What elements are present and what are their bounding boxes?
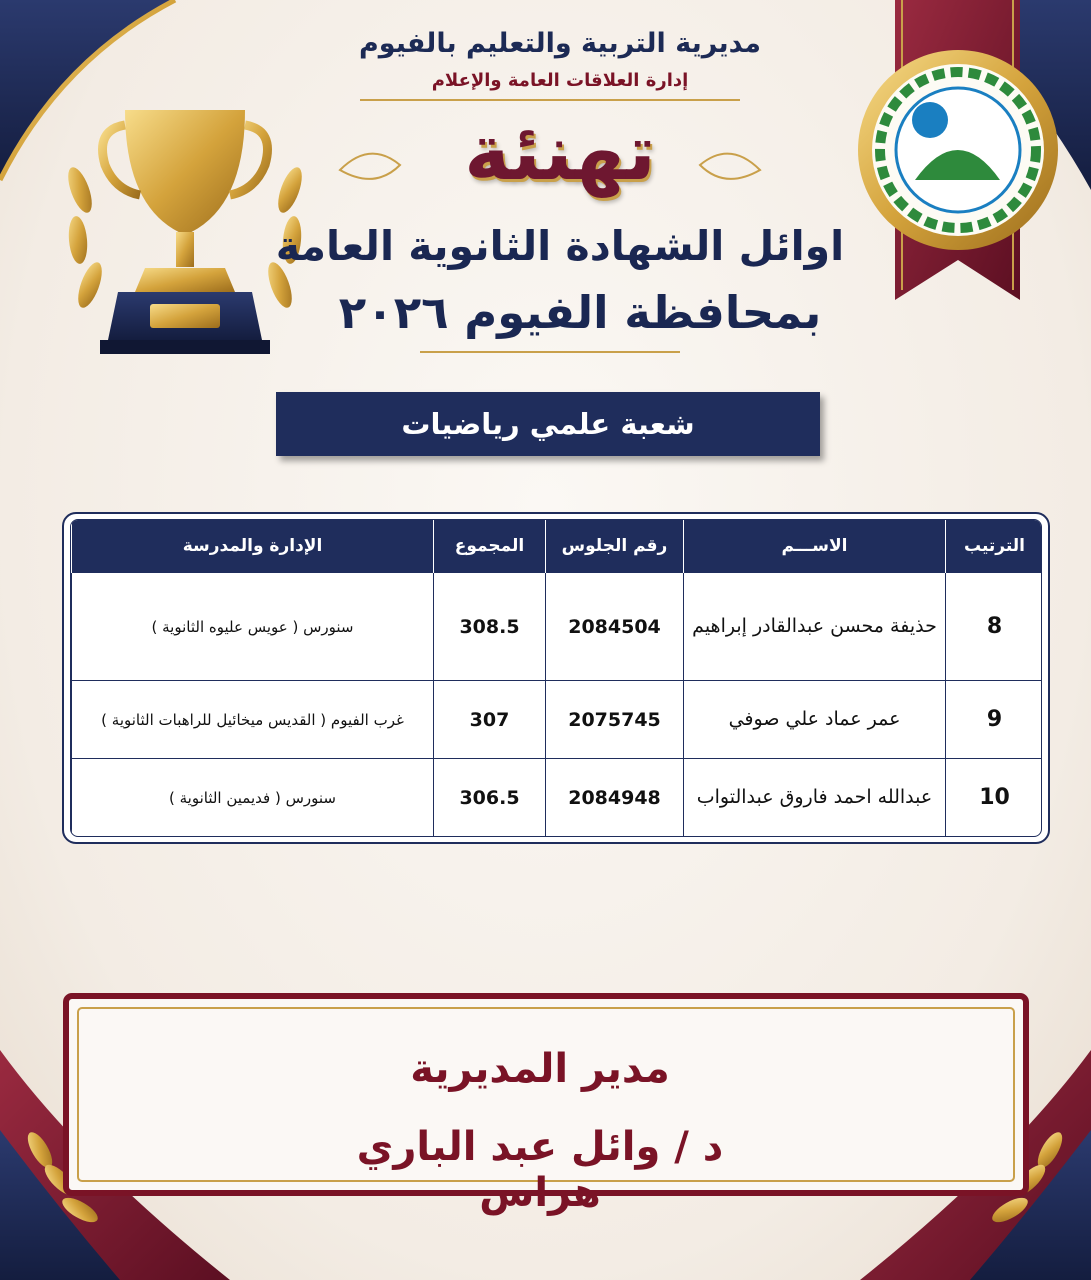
cell-total: 308.5 — [434, 573, 546, 681]
cell-name: حذيفة محسن عبدالقادر إبراهيم — [684, 573, 946, 681]
cell-seat: 2084948 — [546, 759, 684, 837]
signature-name: د / وائل عبد الباري هراس — [356, 1124, 724, 1216]
header-rank: الترتيب — [946, 520, 1043, 573]
cell-seat: 2075745 — [546, 681, 684, 759]
cell-school: سنورس ( عويس عليوه الثانوية ) — [72, 573, 434, 681]
header-total: المجموع — [434, 520, 546, 573]
cell-school: غرب الفيوم ( القديس ميخائيل للراهبات الثانوية ) — [72, 681, 434, 759]
cell-total: 307 — [434, 681, 546, 759]
cell-name: عبدالله احمد فاروق عبدالتواب — [684, 759, 946, 837]
heading-line-2: بمحافظة الفيوم ٢٠٢٦ — [338, 286, 822, 339]
cell-name: عمر عماد علي صوفي — [684, 681, 946, 759]
cell-rank: 9 — [946, 681, 1043, 759]
branch-label: شعبة علمي رياضيات — [276, 392, 820, 456]
cell-school: سنورس ( فديمين الثانوية ) — [72, 759, 434, 837]
header-seat: رقم الجلوس — [546, 520, 684, 573]
cell-seat: 2084504 — [546, 573, 684, 681]
header-school: الإدارة والمدرسة — [72, 520, 434, 573]
cell-total: 306.5 — [434, 759, 546, 837]
cell-rank: 8 — [946, 573, 1043, 681]
header-name: الاســـم — [684, 520, 946, 573]
results-table — [71, 520, 1042, 837]
department-name: إدارة العلاقات العامة والإعلام — [431, 70, 689, 91]
directorate-logo — [858, 50, 1058, 250]
congrats-title: تهنئة — [464, 108, 656, 198]
heading-line-1: اوائل الشهادة الثانوية العامة — [275, 222, 845, 270]
table-row — [72, 681, 1043, 759]
table-row — [72, 759, 1043, 837]
table-row — [72, 573, 1043, 681]
cell-rank: 10 — [946, 759, 1043, 837]
signature-title: مدير المديرية — [410, 1046, 670, 1092]
results-table-container — [70, 519, 1042, 837]
table-header-row — [72, 520, 1043, 573]
directorate-name: مديرية التربية والتعليم بالفيوم — [359, 28, 761, 59]
